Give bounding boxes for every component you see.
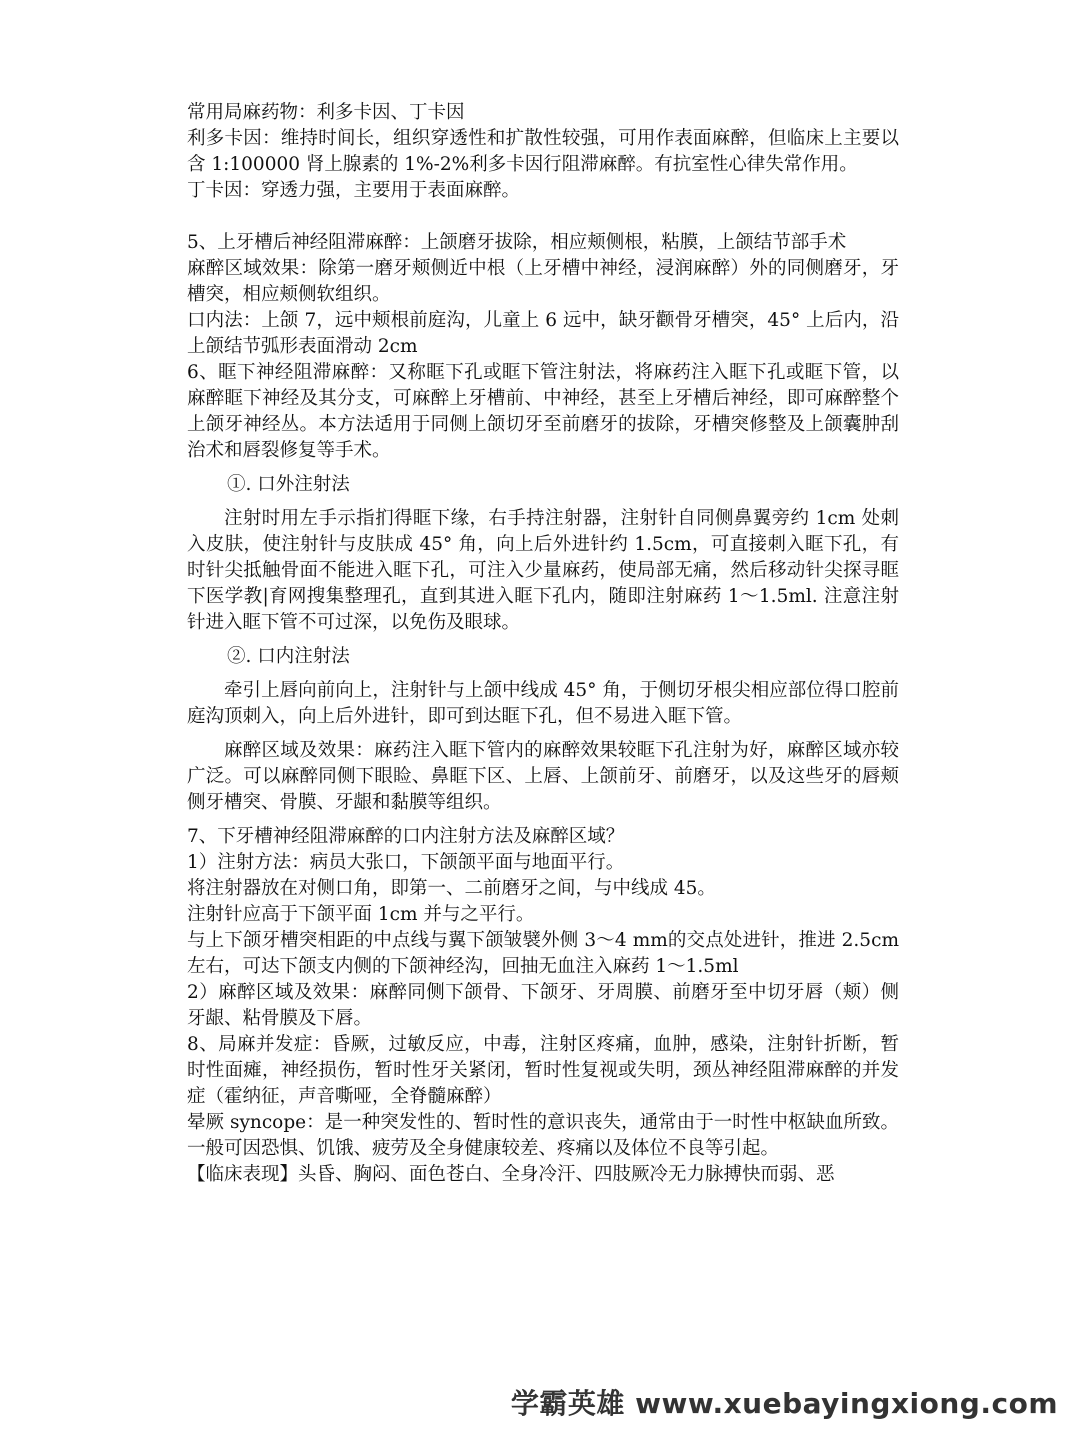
- heading-section-6: 6、眶下神经阻滞麻醉：又称眶下孔或眶下管注射法，将麻药注入眶下孔或眶下管，以麻醉眶下神经及其分支，可麻醉上牙槽前、中神经，甚至上牙槽后神经，即可麻醉整个上颌牙神经丛。本方法适用于同侧上颌切牙至前磨牙的拔除，牙槽突修整及上颌囊肿刮治术和唇裂修复等手术。: [187, 362, 899, 461]
- paragraph-insertion-point: 与上下颌牙槽突相距的中点线与翼下颌皱襞外侧 3～4 mm的交点处进针，推进 2.5cm 左右，可达下颌支内侧的下颌神经沟，回抽无血注入麻药 1～1.5ml: [187, 930, 899, 977]
- subheading-intraoral: ②. 口内注射法: [227, 646, 350, 667]
- heading-section-7: 7、下牙槽神经阻滞麻醉的口内注射方法及麻醉区域？: [187, 826, 625, 847]
- paragraph-needle-height: 注射针应高于下颌平面 1cm 并与之平行。: [187, 904, 535, 925]
- paragraph-syncope: 晕厥 syncope：是一种突发性的、暂时性的意识丧失，通常由于一时性中枢缺血所致。一般可因恐惧、饥饿、疲劳及全身健康较差、疼痛以及体位不良等引起。: [187, 1112, 899, 1159]
- paragraph-syringe-position: 将注射器放在对侧口角，即第一、二前磨牙之间，与中线成 45。: [187, 878, 716, 899]
- paragraph-intraoral: 牵引上唇向前向上，注射针与上颌中线成 45° 角，于侧切牙根尖相应部位得口腔前庭沟顶刺入，向上后外进针，即可到达眶下孔，但不易进入眶下管。: [187, 680, 899, 727]
- subheading-extraoral: ①. 口外注射法: [227, 474, 350, 495]
- paragraph-extraoral: 注射时用左手示指扪得眶下缘，右手持注射器，注射针自同侧鼻翼旁约 1cm 处刺入皮肤，使注射针与皮肤成 45° 角，向上后外进针约 1.5cm，可直接刺入眶下孔，有时针尖抵触骨面不能进入眶下孔，可注入少量麻药，使局部无痛，然后移动针尖探寻眶下医学教|育网搜集整理孔，直到其进入眶下孔内，随即注射麻药 1～1.5ml. 注意注射针进入眶下管不可过深，以免伤及眼球。: [187, 508, 899, 633]
- paragraph-area-effect-2: 2）麻醉区域及效果：麻醉同侧下颌骨、下颌牙、牙周膜、前磨牙至中切牙唇（颊）侧牙龈、粘骨膜及下唇。: [187, 982, 899, 1029]
- paragraph-anesthesia-area: 麻醉区域效果：除第一磨牙颊侧近中根（上牙槽中神经，浸润麻醉）外的同侧磨牙，牙槽突，相应颊侧软组织。: [187, 258, 899, 305]
- site-watermark: 学霸英雄 www.xuebayingxiong.com: [510, 1387, 1058, 1420]
- paragraph-drug-list: 常用局麻药物：利多卡因、丁卡因: [187, 102, 465, 123]
- document-body: [187, 100, 899, 1188]
- paragraph-intraoral-method: 口内法：上颌 7，远中颊根前庭沟，儿童上 6 远中，缺牙颧骨牙槽突，45° 上后内，沿上颌结节弧形表面滑动 2cm: [187, 310, 899, 357]
- heading-section-5: 5、上牙槽后神经阻滞麻醉：上颌磨牙拔除，相应颊侧根，粘膜，上颌结节部手术: [187, 232, 847, 253]
- paragraph-clinical-manifestation: 【临床表现】头昏、胸闷、面色苍白、全身冷汗、四肢厥冷无力脉搏快而弱、恶: [187, 1164, 835, 1185]
- paragraph-lidocaine: 利多卡因：维持时间长，组织穿透性和扩散性较强，可用作表面麻醉，但临床上主要以含 1:100000 肾上腺素的 1%-2%利多卡因行阻滞麻醉。有抗室性心律失常作用。: [187, 128, 899, 175]
- paragraph-tetracaine: 丁卡因：穿透力强，主要用于表面麻醉。: [187, 180, 521, 201]
- paragraph-area-effect: 麻醉区域及效果：麻药注入眶下管内的麻醉效果较眶下孔注射为好，麻醉区域亦较广泛。可以麻醉同侧下眼睑、鼻眶下区、上唇、上颌前牙、前磨牙，以及这些牙的唇颊侧牙槽突、骨膜、牙龈和黏膜等组织。: [187, 740, 899, 813]
- heading-section-8: 8、局麻并发症：昏厥，过敏反应，中毒，注射区疼痛，血肿，感染，注射针折断，暂时性面瘫，神经损伤，暂时性牙关紧闭，暂时性复视或失明，颈丛神经阻滞麻醉的并发症（霍纳征，声音嘶哑，全脊髓麻醉）: [187, 1034, 899, 1107]
- paragraph-injection-method: 1）注射方法：病员大张口，下颌颌平面与地面平行。: [187, 852, 625, 873]
